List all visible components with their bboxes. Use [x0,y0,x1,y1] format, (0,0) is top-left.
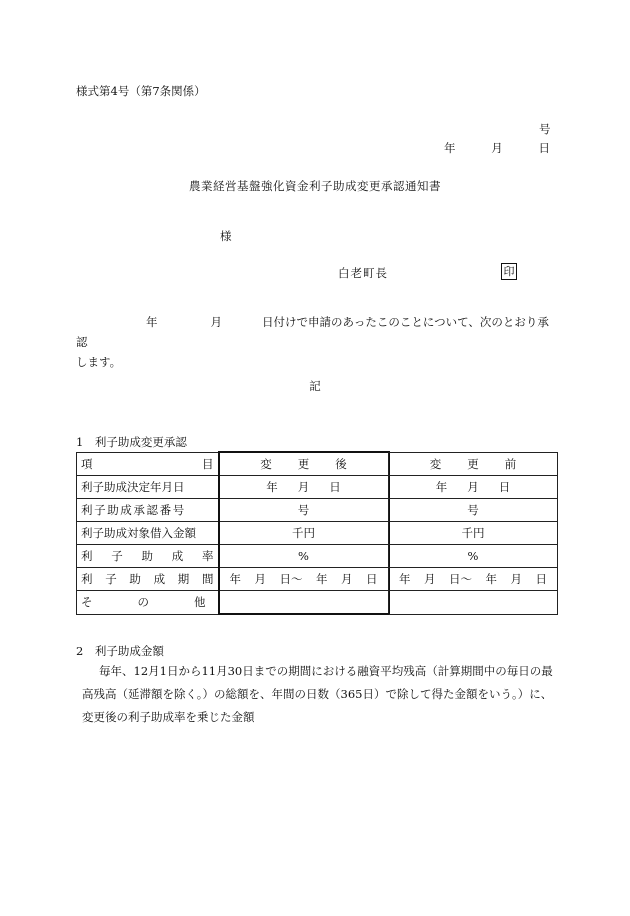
table-row [77,499,558,522]
table-row [77,476,558,499]
approval-number-before: 号 [389,499,558,522]
body-text: 日付けで申請のあったこのことについて、次のとおり承認 [76,315,549,349]
section2-heading: 2 利子助成金額 [76,644,164,658]
ki-heading: 記 [309,379,321,393]
before-change-header: 変 更 前 [389,452,558,476]
rate-label: 利 子 助 成 率 [77,545,219,568]
decision-date-label: 利子助成決定年月日 [77,476,219,499]
table-row [77,591,558,615]
form-number-label: 様式第4号（第7条関係） [76,84,206,98]
rate-before: % [389,545,558,568]
body-text-end: します。 [76,355,122,369]
seal-mark: 印 [501,263,517,280]
period-before: 年 月 日～ 年 月 日 [389,568,558,591]
approval-table [76,451,558,615]
table-row [77,568,558,591]
rate-after: % [219,545,389,568]
issue-date-year: 年 [444,141,456,155]
section1-heading: 1 利子助成変更承認 [76,435,187,449]
issue-date [444,140,550,156]
period-label: 利 子 助 成 期 間 [77,568,219,591]
period-after: 年 月 日～ 年 月 日 [219,568,389,591]
table-header-row [77,452,558,476]
body-paragraph [76,312,554,372]
item-header: 項 目 [77,452,219,476]
approval-number-label: 利子助成承認番号 [77,499,219,522]
issuer-name: 白老町長 [338,266,388,280]
issue-date-month: 月 [491,141,503,155]
document-number-suffix: 号 [539,122,551,136]
table-row [77,522,558,545]
addressee-suffix: 様 [220,229,232,243]
issue-date-day: 日 [538,141,550,155]
table-row [77,545,558,568]
decision-date-before: 年 月 日 [389,476,558,499]
other-after [219,591,389,615]
loan-amount-label: 利子助成対象借入金額 [77,522,219,545]
section2-paragraph: 毎年、12月1日から11月30日までの期間における融資平均残高（計算期間中の毎日の最高残高（延滞額を除く。）の総額を、年間の日数（365日）で除して得た金額をいう。）に、変更後の利子助成率を乗じた金額 [82,664,553,724]
decision-date-after: 年 月 日 [219,476,389,499]
loan-amount-before: 千円 [389,522,558,545]
document-title: 農業経営基盤強化資金利子助成変更承認通知書 [189,179,441,193]
body-month: 月 [210,315,222,329]
other-label: そ の 他 [77,591,219,615]
body-year: 年 [146,315,158,329]
other-before [389,591,558,615]
approval-number-after: 号 [219,499,389,522]
after-change-header: 変 更 後 [219,452,389,476]
loan-amount-after: 千円 [219,522,389,545]
